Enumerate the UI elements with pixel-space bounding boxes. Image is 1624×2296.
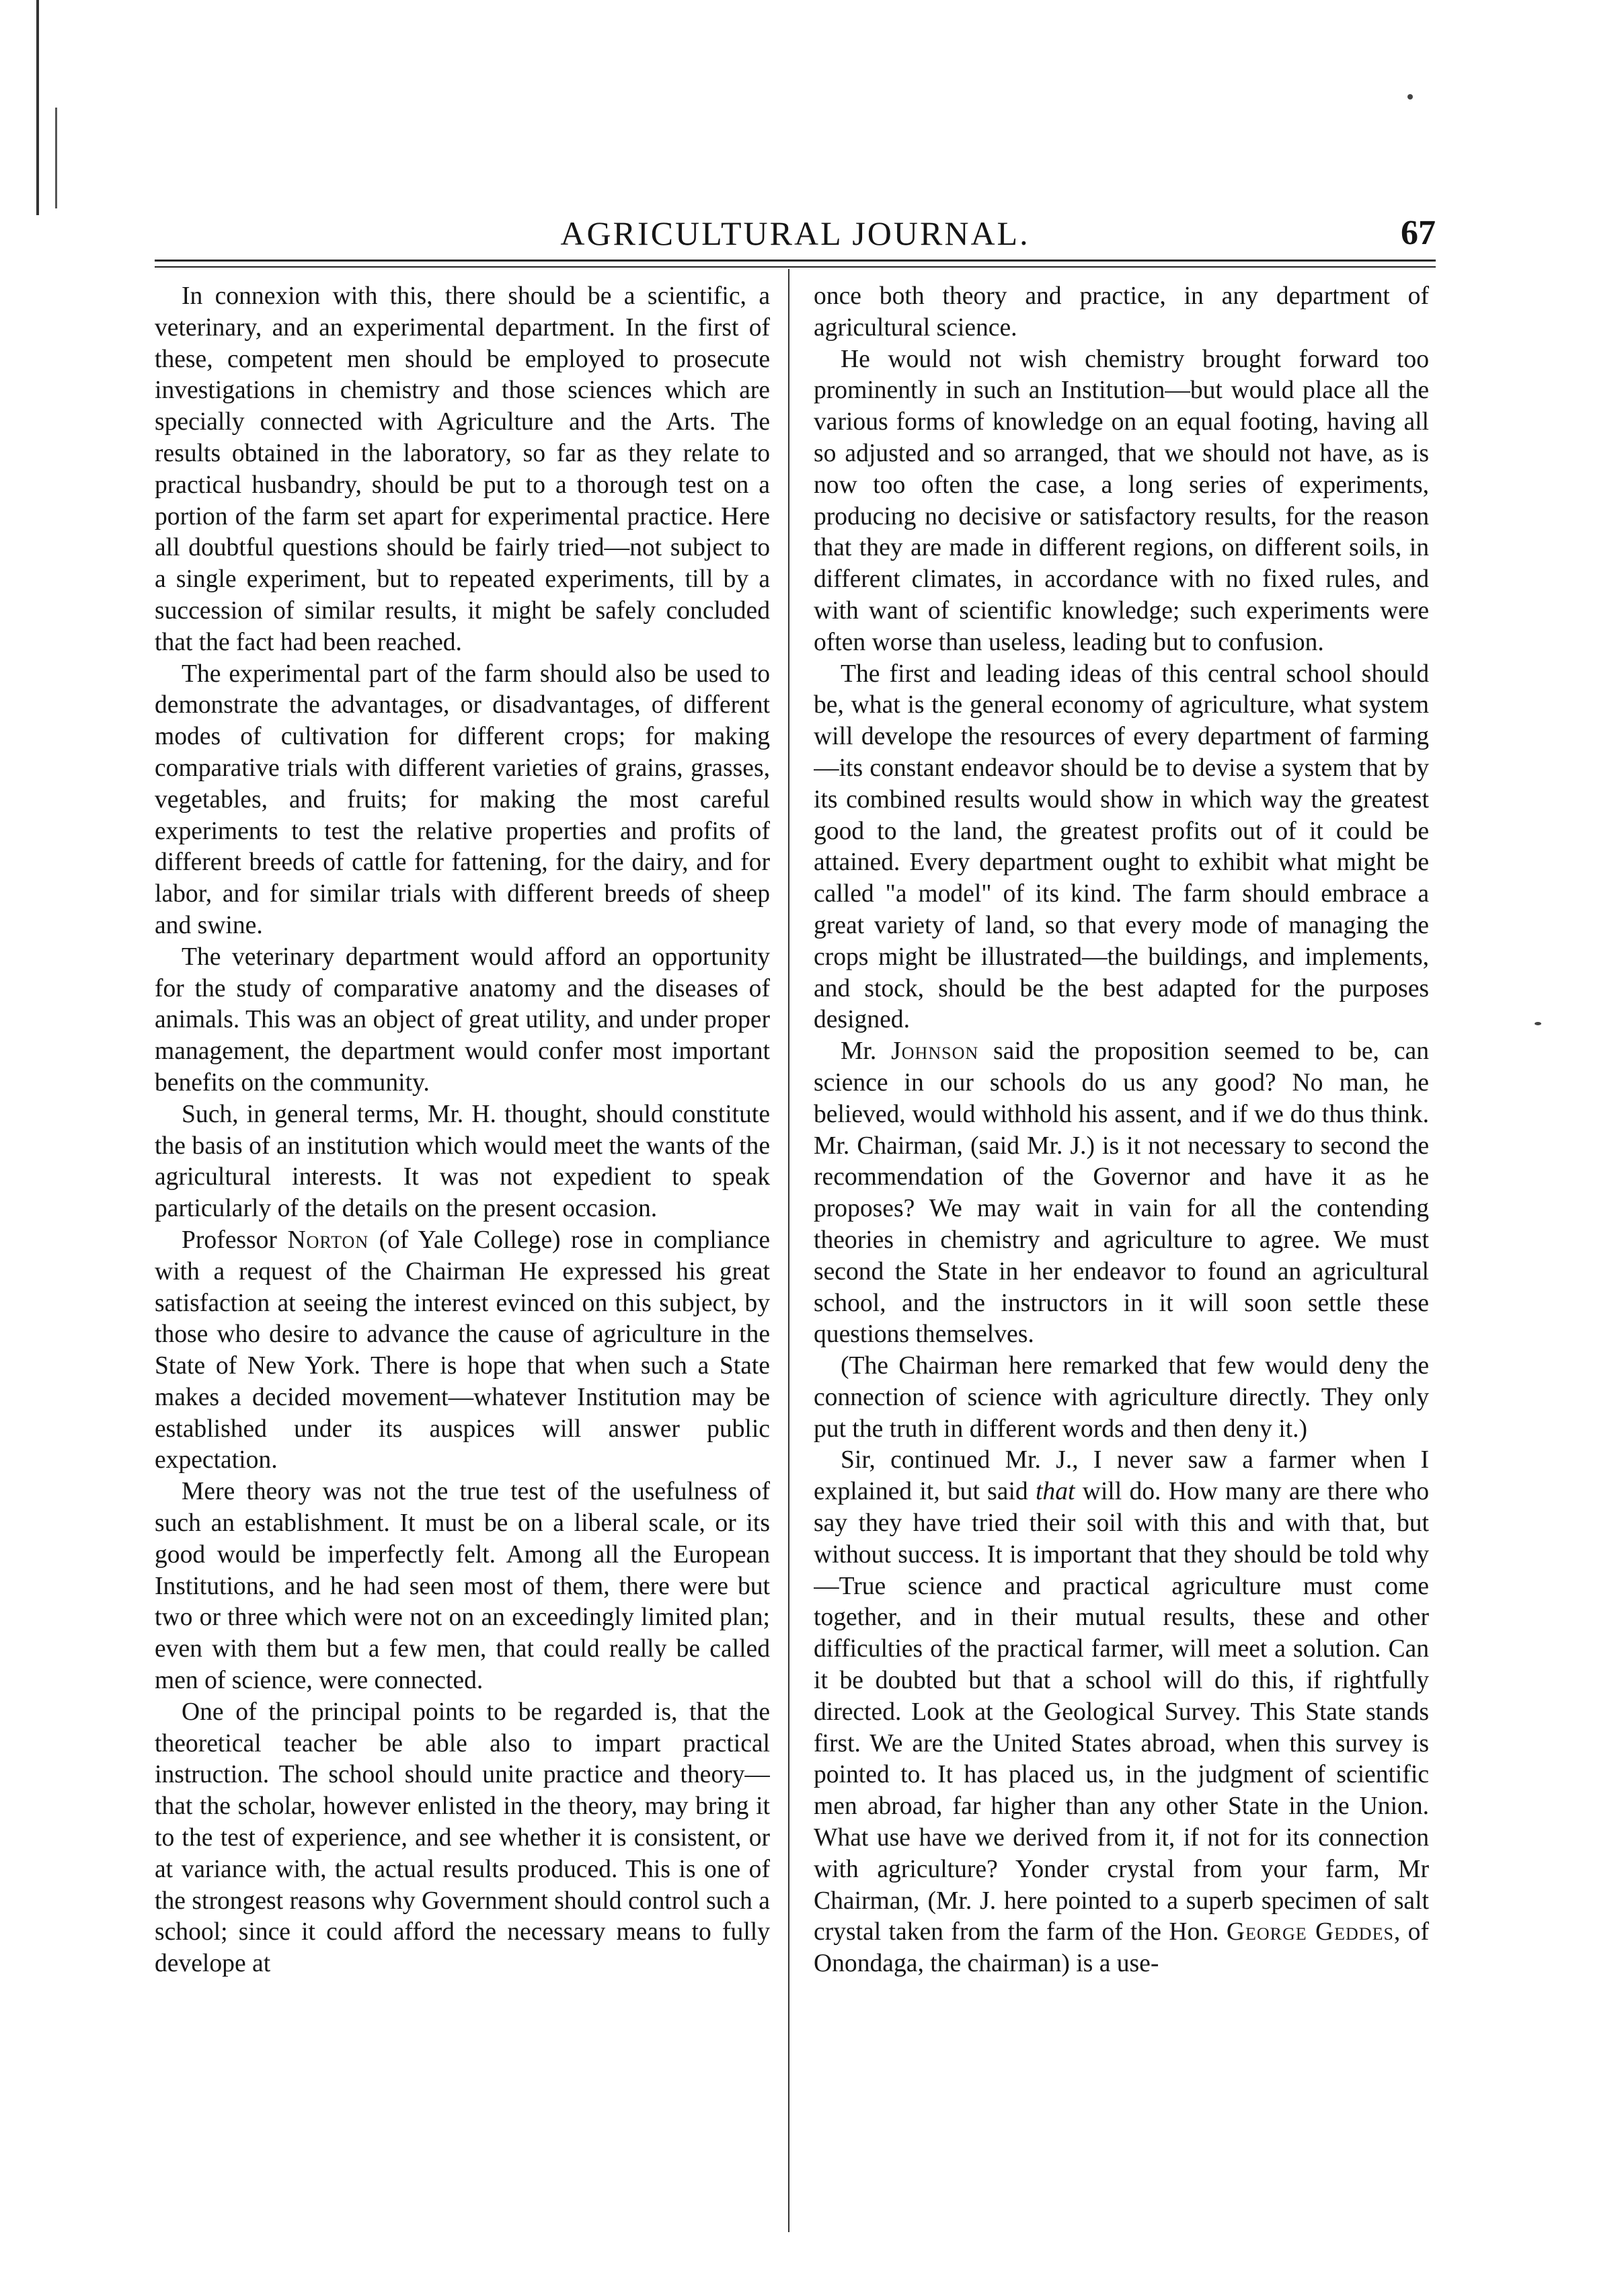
emphasis: that	[1035, 1478, 1075, 1506]
header-rule-thin	[155, 266, 1436, 268]
text-run: Mr.	[841, 1037, 892, 1066]
paragraph	[814, 1445, 1429, 1980]
text-run: Sir, continued Mr. J., I never saw a farmer when I explained it, but said	[814, 1446, 1429, 1506]
binding-edge-mark-inner	[55, 108, 57, 208]
paragraph-continued: once both theory and practice, in any department of agricultural science.	[814, 282, 1429, 342]
paragraph: The first and leading ideas of this central school should be, what is the general economy of agriculture, what system will develope the resources of every department of farming—its constant endeavor should be to devise a system that by its combined results would show in which way the greatest good to the land, the greatest profits out of it could be attained. Every department ought to exhibit what might be called "a model" of its kind. The farm should embrace a great variety of land, so that every mode of managing the crops might be illustrated—the buildings, and implements, and stock, should be the best adapted for the purposes designed.	[814, 660, 1429, 1034]
binding-edge-mark	[36, 0, 39, 215]
paragraph: In connexion with this, there should be a scientific, a veterinary, and an experimental department. In the first of these, competent men should be employed to prosecute investigations in chemistry and those sciences which are specially connected with Agriculture and the Arts. The results obtained in the laboratory, so far as they relate to practical husbandry, should be put to a thorough test on a portion of the farm set apart for experimental practice. Here all doubtful questions should be fairly tried—not subject to a single experiment, but to repeated experiments, till by a succession of similar results, it might be safely concluded that the fact had been reached.	[155, 282, 770, 656]
column-divider	[788, 269, 789, 2232]
left-column	[155, 281, 770, 2238]
header-rule	[155, 260, 1436, 262]
paragraph	[155, 1225, 770, 1476]
page-number: 67	[1401, 214, 1436, 252]
paragraph: One of the principal points to be regarded is, that the theoretical teacher be able also to impart practical instruction. The school should unite practice and theory—that the scholar, however enlisted in the theory, may bring it to the test of experience, and see whether it is consistent, or at variance with, the actual results produced. This is one of the strongest reasons why Government should control such a school; since it could afford the necessary means to fully develope at	[155, 1698, 770, 1978]
right-column	[814, 281, 1429, 2238]
text-run: said the proposition seemed to be, can science in our schools do us any good? No man, he believed, would withhold his assent, and if we do thus think. Mr. Chairman, (said Mr. J.) is it not necessary to second the recommendation of the Governor and have it as he proposes? We may wait in vain for all the contending theories in chemistry and agriculture to agree. We must second the State in her endeavor to found an agricultural school, and the instructors in it will soon settle these questions themselves.	[814, 1037, 1429, 1349]
print-speck	[1407, 94, 1413, 100]
person-name: George Geddes	[1226, 1918, 1394, 1946]
text-run: , of Onondaga, the chairman) is a use-	[814, 1918, 1429, 1978]
speaker-name: Johnson	[891, 1037, 979, 1066]
paragraph	[814, 1036, 1429, 1351]
text-run: (of Yale College) rose in compliance with a request of the Chairman He expressed his great satisfaction at seeing the interest evinced on this subject, by those who desire to advance the cause of agriculture in the State of New York. There is hope that when such a State makes a decided movement—whatever Institution may be established under its auspices will answer public expectation.	[155, 1226, 770, 1474]
text-run: will do. How many are there who say they have tried their soil with this and with that, but without success. It is important that they should be told why—True science and practical agriculture must come together, and in their mutual results, these and other difficulties of the practical farmer, will meet a solution. Can it be doubted but that a school will do this, if rightfully directed. Look at the Geological Survey. This State stands first. We are the United States abroad, when this survey is pointed to. It has placed us, in the judgment of scientific men abroad, far higher than any other State in the Union. What use have we derived from it, if not for its connection with agriculture? Yonder crystal from your farm, Mr Chairman, (Mr. J. here pointed to a superb specimen of salt crystal taken from the farm of the Hon.	[814, 1478, 1429, 1946]
speaker-name: Norton	[287, 1226, 369, 1254]
paragraph: Mere theory was not the true test of the usefulness of such an establishment. It must be on a liberal scale, or its good would be imperfectly felt. Among all the European Institutions, and he had seen most of them, there were but two or three which were not on an exceedingly limited plan; even with them but a few men, that could really be called men of science, were connected.	[155, 1478, 770, 1695]
paragraph: Such, in general terms, Mr. H. thought, should constitute the basis of an institution which would meet the wants of the agricultural interests. It was not expedient to speak particularly of the details on the present occasion.	[155, 1100, 770, 1223]
paragraph: He would not wish chemistry brought forward too prominently in such an Institution—but would place all the various forms of knowledge on an equal footing, having all so adjusted and so arranged, that we should not have, as is now too often the case, a long series of experiments, producing no decisive or satisfactory results, for the reason that they are made in different regions, on different soils, in different climates, in accordance with no fixed rules, and with want of scientific knowledge; such experiments were often worse than useless, leading but to confusion.	[814, 345, 1429, 656]
paragraph: (The Chairman here remarked that few would deny the connection of science with agriculture directly. They only put the truth in different words and then deny it.)	[814, 1352, 1429, 1443]
paragraph: The experimental part of the farm should also be used to demonstrate the advantages, or disadvantages, of different modes of cultivation for different crops; for making comparative trials with different varieties of grains, grasses, vegetables, and fruits; for making the most careful experiments to test the relative properties and profits of different breeds of cattle for fattening, for the dairy, and for labor, and for similar trials with different breeds of sheep and swine.	[155, 660, 770, 939]
page-header	[155, 210, 1436, 257]
paragraph: The veterinary department would afford an opportunity for the study of comparative anatomy and the diseases of animals. This was an object of great utility, and under proper management, the department would confer most important benefits on the community.	[155, 943, 770, 1097]
running-title: AGRICULTURAL JOURNAL.	[560, 214, 1030, 252]
text-run: Professor	[182, 1226, 288, 1254]
print-speck	[1535, 1022, 1541, 1025]
